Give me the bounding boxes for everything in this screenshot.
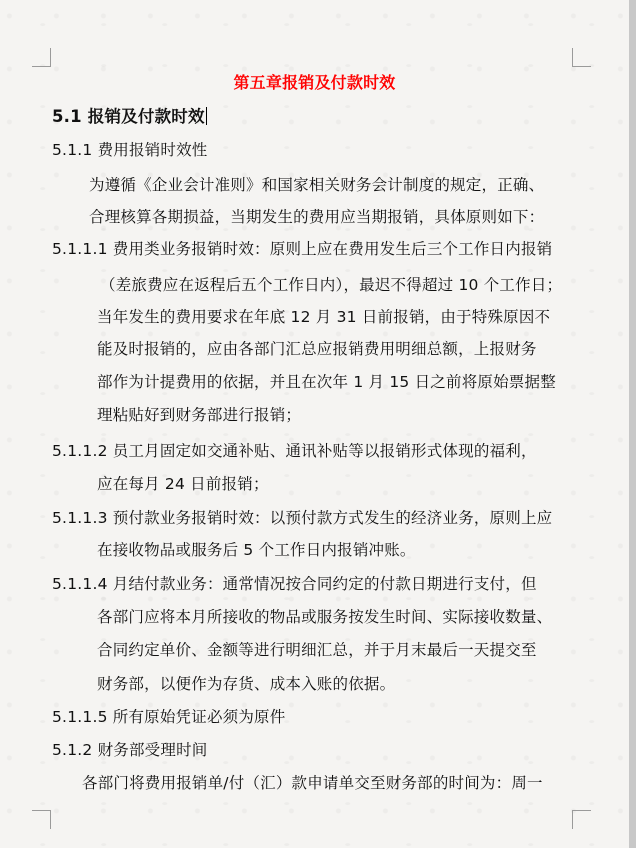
paragraph-line: 为遵循《企业会计准则》和国家相关财务会计制度的规定，正确、	[89, 176, 545, 194]
section-heading-text: 5.1 报销及付款时效	[52, 107, 205, 126]
paragraph-line: 合理核算各期损益，当期发生的费用应当期报销，具体原则如下：	[89, 208, 545, 226]
item-line: 能及时报销的，应由各部门汇总应报销费用明细总额，上报财务	[97, 340, 537, 358]
item-line: 部作为计提费用的依据，并且在次年 1 月 15 日之前将原始票据整	[97, 373, 556, 391]
item-line: 理粘贴好到财务部进行报销；	[97, 406, 302, 424]
item-line: 各部门应将本月所接收的物品或服务按发生时间、实际接收数量、	[97, 608, 553, 626]
item-line: 5.1.1.2 员工月固定如交通补贴、通讯补贴等以报销形式体现的福利，	[52, 442, 537, 460]
section-heading[interactable]	[52, 107, 207, 127]
item-line: 5.1.1.1 费用类业务报销时效：原则上应在费用发生后三个工作日内报销	[52, 240, 553, 258]
item-line: 当年发生的费用要求在年底 12 月 31 日前报销，由于特殊原因不	[97, 308, 551, 326]
subsection-heading: 5.1.1 费用报销时效性	[52, 141, 208, 159]
subsection-heading: 5.1.2 财务部受理时间	[52, 741, 208, 759]
item-line: 5.1.1.4 月结付款业务：通常情况按合同约定的付款日期进行支付，但	[52, 575, 537, 593]
chapter-title: 第五章报销及付款时效	[233, 73, 396, 92]
item-line: 5.1.1.3 预付款业务报销时效：以预付款方式发生的经济业务，原则上应	[52, 509, 553, 527]
margin-corner-mark	[572, 810, 591, 829]
text-cursor	[206, 107, 208, 125]
item-line: 在接收物品或服务后 5 个工作日内报销冲账。	[97, 541, 416, 559]
item-line: 合同约定单价、金额等进行明细汇总，并于月末最后一天提交至	[97, 641, 537, 659]
paragraph-line: 各部门将费用报销单/付（汇）款申请单交至财务部的时间为：周一	[82, 774, 543, 792]
item-line: 财务部，以便作为存货、成本入账的依据。	[97, 675, 396, 693]
margin-corner-mark	[572, 48, 591, 67]
margin-corner-mark	[32, 48, 51, 67]
item-line: 应在每月 24 日前报销；	[97, 475, 269, 493]
item-line: （差旅费应在返程后五个工作日内），最迟不得超过 10 个工作日；	[100, 276, 563, 294]
margin-corner-mark	[32, 810, 51, 829]
item-line: 5.1.1.5 所有原始凭证必须为原件	[52, 708, 286, 726]
